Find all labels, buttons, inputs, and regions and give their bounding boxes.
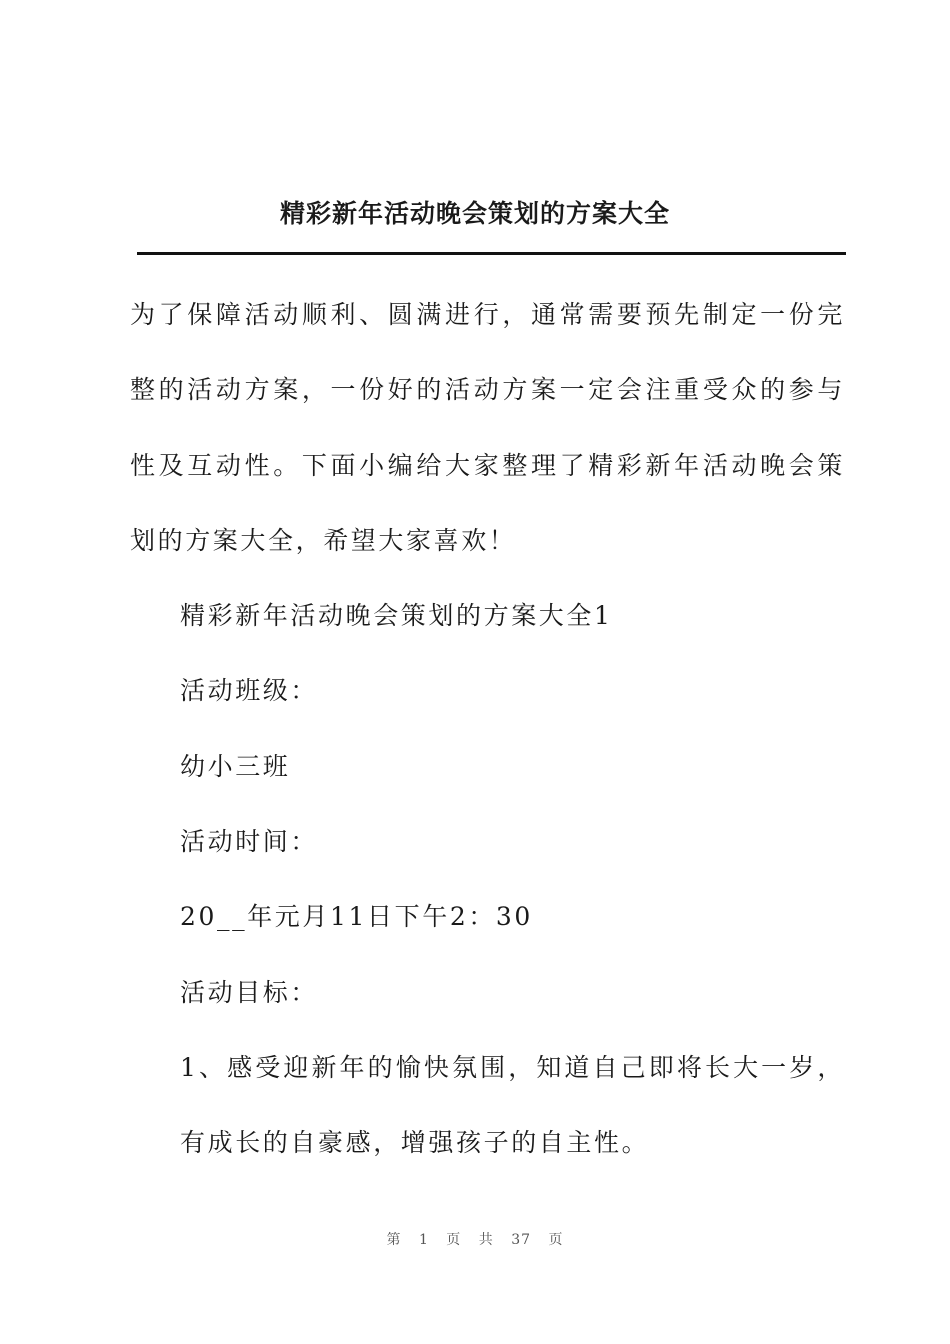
activity-goal-label: 活动目标：: [180, 977, 319, 1007]
title-divider: [137, 252, 846, 255]
activity-time-label: 活动时间：: [180, 827, 319, 857]
section-heading: 精彩新年活动晚会策划的方案大全1: [180, 601, 613, 631]
activity-class-value: 幼小三班: [180, 751, 291, 781]
intro-paragraph: 为了保障活动顺利、圆满进行，通常需要预先制定一份完整的活动方案，一份好的活动方案一定会注重受众的参与性及互动性。下面小编给大家整理了精彩新年活动晚会策划的方案大全，希望大家喜欢！: [130, 300, 845, 555]
document-title: 精彩新年活动晚会策划的方案大全: [279, 199, 670, 228]
activity-goal-item: 1、感受迎新年的愉快氛围，知道自己即将长大一岁，有成长的自豪感，增强孩子的自主性。: [180, 1052, 845, 1158]
page-footer: 第 1 页 共 37 页: [386, 1232, 564, 1248]
activity-time-value: 20__年元月11日下午2：30: [180, 902, 533, 932]
activity-class-label: 活动班级：: [180, 676, 319, 706]
document-body: [130, 277, 845, 1181]
